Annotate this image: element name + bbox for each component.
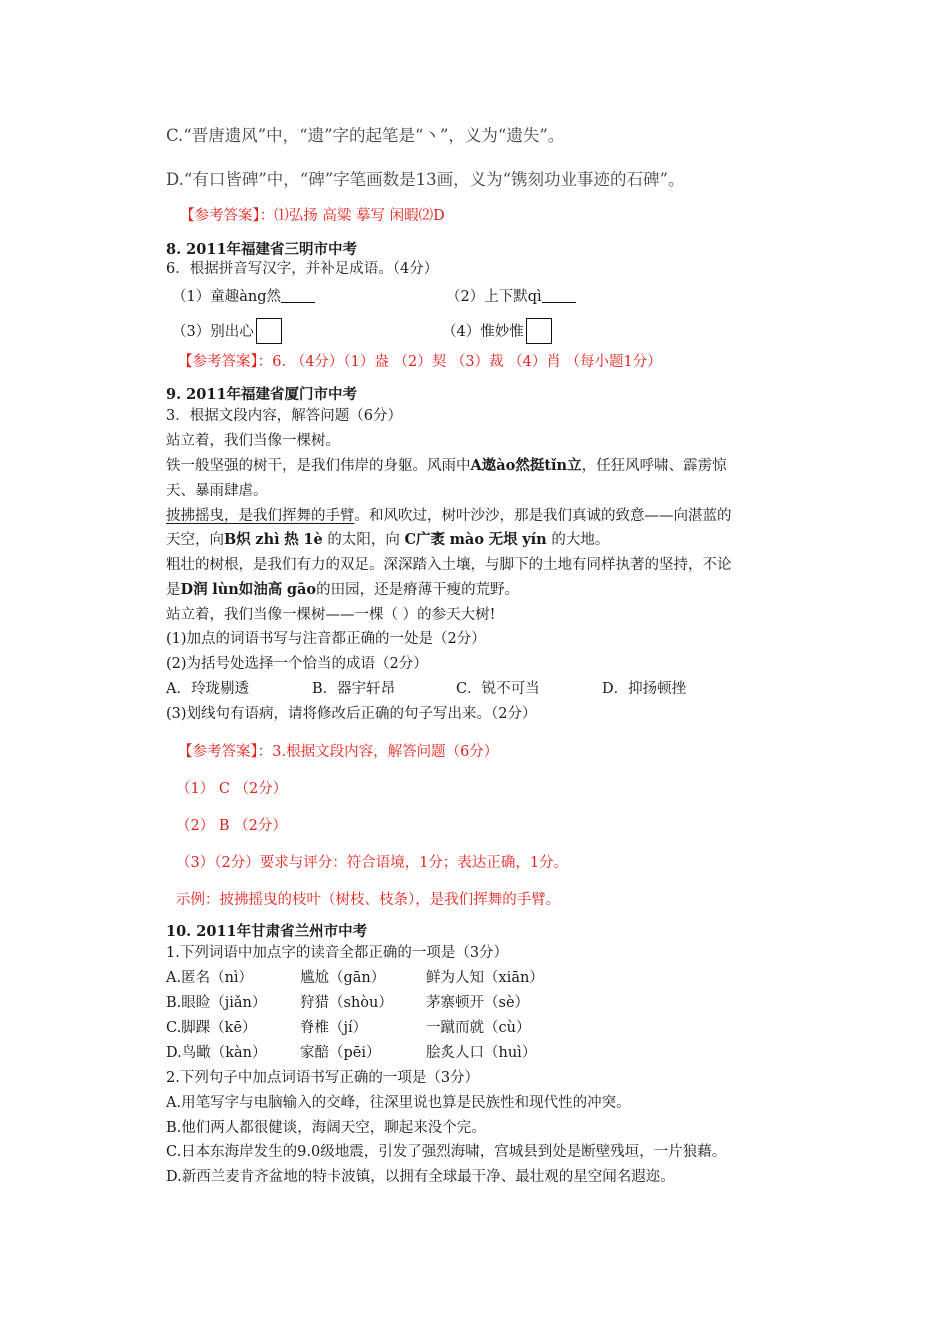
q8-item-2 [446,287,576,307]
q9-sub-3: (3)划线句有语病，请将修改后正确的句子写出来。（2分） [166,706,537,722]
q9-p5-b: B炽 [224,531,251,548]
q9-sub-2: (2)为括号处选择一个恰当的成语（2分） [166,656,428,672]
q9-para-2 [166,456,727,476]
q9-p5-j: yín [522,531,547,548]
q9-p2-e: tǐn [544,457,568,474]
q9-p7-e: gāo [286,581,317,598]
q8-blank-1 [281,288,315,303]
q9-p4-b: 。和风吹过，树叶沙沙，那是我们真诚的致意——向湛蓝的 [354,508,732,524]
q9-p7-b: D润 [180,581,208,598]
q9-p5-d: 热 [284,531,299,548]
q10-sentence-c: C.日本东海岸发生的9.0级地震，引发了强烈海啸，宫城县到处是断壁残垣，一片狼藉。 [166,1144,727,1160]
q8-item-1-text: （1）童趣àng然 [172,289,281,305]
q10-row-c-3: 一蹴而就（cù） [426,1020,531,1036]
q9-p5-h: mào [449,531,485,548]
q10-sentence-d: D.新西兰麦肯齐盆地的特卡波镇，以拥有全球最干净、最壮观的星空闻名遐迩。 [166,1169,675,1185]
q9-p5-g: C广袤 [404,531,445,548]
q9-option-b: B．器宇轩昂 [312,681,396,697]
q9-answer-example: 示例：披拂摇曳的枝叶（树枝、枝条），是我们挥舞的手臂。 [176,892,561,908]
q9-p5-k: 的大地。 [551,532,610,548]
q8-blank-2 [542,288,576,303]
q9-option-d: D．抑扬顿挫 [602,681,687,697]
q10-row-b-2: 狩猎（shòu） [300,995,393,1011]
q8-item-3 [172,318,282,344]
q9-heading: 9. 2011年福建省厦门市中考 [166,386,358,403]
q9-p2-a: 铁一般坚强的树干，是我们伟岸的身躯。风雨中 [166,458,471,474]
q9-prompt: 3．根据文段内容，解答问题（6分） [166,408,402,424]
q8-item-2-text: （2）上下默qì [446,289,542,305]
q8-item-4 [442,318,552,344]
q8-item-3-text: （3）别出心 [172,324,254,340]
q9-p2-d: 然挺 [515,457,545,474]
q8-heading: 8. 2011年福建省三明市中考 [166,241,358,258]
q9-para-4 [166,506,732,526]
q8-item-1 [172,287,315,307]
q9-answer-3: （3）（2分）要求与评分：符合语境，1分；表达正确，1分。 [176,855,569,871]
q8-box-4 [526,318,552,344]
q9-underlined-sentence: 披拂摇曳，是我们挥舞的手臂 [166,508,355,524]
q9-para-1: 站立着，我们当像一棵树。 [166,433,340,449]
q9-sub-1: (1)加点的词语书写与注音都正确的一处是（2分） [166,631,486,647]
q10-row-d-3: 脍炙人口（huì） [426,1045,537,1061]
q9-para-8: 站立着，我们当像一棵树——一棵（ ）的参天大树! [166,607,496,623]
q10-row-a-1: A.匿名（nì） [166,970,254,986]
q9-p7-d: 如油高 [238,581,283,598]
q10-row-d-1: D.鸟瞰（kàn） [166,1045,267,1061]
q10-row-c-2: 脊椎（jí） [300,1020,368,1036]
q9-p5-c: zhì [255,531,280,548]
q10-row-d-2: 家醅（pēi） [300,1045,381,1061]
q9-p7-f: 的田园，还是瘠薄干瘦的荒野。 [316,582,520,598]
q10-row-c-1: C.脚踝（kē） [166,1020,257,1036]
q7-option-c: C.“晋唐遗风”中，“遗”字的起笔是“丶”，义为“遗失”。 [166,126,565,145]
q10-prompt-2: 2.下列句子中加点词语书写正确的一项是（3分） [166,1070,480,1086]
q9-p2-b: A遨 [470,457,497,474]
q9-p2-f: 立 [567,457,582,474]
q9-option-a: A．玲珑剔透 [166,681,249,697]
q9-p5-i: 无垠 [488,531,518,548]
q9-option-c: C．锐不可当 [456,681,540,697]
q8-answer: 【参考答案】：6. （4分）（1）盎 （2）契 （3）裁 （4）肖 （每小题1分） [178,354,662,370]
q9-p7-a: 是 [166,582,181,598]
q7-answer: 【参考答案】：⑴弘扬 高粱 摹写 闲暇⑵D [180,208,445,224]
q9-answer-title: 【参考答案】：3.根据文段内容，解答问题（6分） [178,744,499,760]
q10-row-a-2: 尴尬（gān） [300,970,386,986]
q10-prompt-1: 1.下列词语中加点字的读音全都正确的一项是（3分） [166,945,509,961]
q7-option-d: D.“有口皆碑”中，“碑”字笔画数是13画，义为“镌刻功业事迹的石碑”。 [166,170,685,189]
q9-p5-f: 的太阳，向 [327,532,400,548]
q8-prompt: 6．根据拼音写汉字，并补足成语。（4分） [166,261,439,277]
q10-row-b-3: 茅寨顿开（sè） [426,995,530,1011]
q9-p7-c: lùn [212,581,239,598]
q9-answer-2: （2） B （2分） [176,818,287,834]
q9-p2-g: ，任狂风呼啸、霹雳惊 [581,458,727,474]
q10-row-b-1: B.眼睑（jiǎn） [166,995,267,1011]
q9-p2-c: ào [496,457,516,474]
q9-answer-1: （1） C （2分） [176,781,288,797]
q10-sentence-a: A.用笔写字与电脑输入的交峰，往深里说也算是民族性和现代性的冲突。 [166,1095,631,1111]
q9-para-5 [166,530,609,550]
q9-para-6: 粗壮的树根，是我们有力的双足。深深踏入土壤，与脚下的土地有同样执著的坚持，不论 [166,557,732,573]
q10-sentence-b: B.他们两人都很健谈，海阔天空，聊起来没个完。 [166,1120,486,1136]
q8-item-4-text: （4）惟妙惟 [442,324,524,340]
q8-box-3 [256,318,282,344]
q10-row-a-3: 鲜为人知（xiān） [426,970,544,986]
q9-para-7 [166,580,519,600]
q9-para-3: 天、暴雨肆虐。 [166,483,268,499]
q9-p5-a: 天空，向 [166,532,224,548]
q10-heading: 10. 2011年甘肃省兰州市中考 [166,923,368,940]
q9-p5-e: 1è [303,531,323,548]
